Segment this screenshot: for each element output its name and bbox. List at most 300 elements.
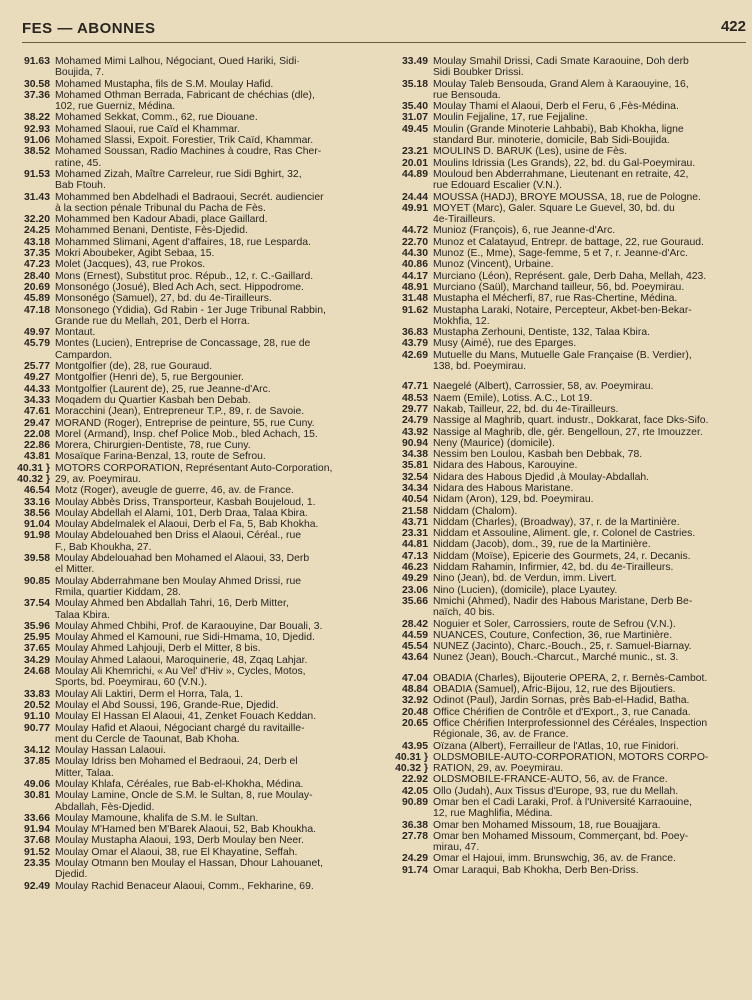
subscriber-listing: Murciano (Léon), Représent. gale, Derb Daha, Mellah, 423. bbox=[433, 270, 707, 282]
phone-number: 48.53 bbox=[401, 392, 428, 404]
subscriber-listing: Moulay Mamoune, khalifa de S.M. le Sultan. bbox=[55, 812, 259, 824]
phone-number: 37.68 bbox=[23, 835, 50, 847]
phone-number: 91.04 bbox=[23, 519, 50, 531]
phone-number: 48.91 bbox=[401, 281, 428, 293]
subscriber-listing: Mustapha Laraki, Notaire, Percepteur, Akbet-ben-Bekar- Mokhfia, 12. bbox=[433, 304, 692, 327]
directory-entry bbox=[388, 158, 752, 169]
directory-entry bbox=[8, 497, 380, 508]
subscriber-listing: Mohamed Sekkat, Comm., 62, rue Diouane. bbox=[55, 112, 258, 124]
phone-number: 22.92 bbox=[401, 774, 428, 786]
directory-entry bbox=[8, 519, 380, 530]
phone-number: 30.81 bbox=[23, 790, 50, 802]
directory-entry bbox=[8, 508, 380, 519]
subscriber-listing: Mohammed ben Kadour Abadi, place Gaillard. bbox=[55, 214, 268, 226]
subscriber-listing: Oïzana (Albert), Ferrailleur de l'Atlas, 10, rue Finidori. bbox=[433, 740, 679, 752]
phone-number: 37.65 bbox=[23, 643, 50, 655]
directory-entry bbox=[388, 797, 752, 820]
phone-number: 35.96 bbox=[23, 620, 50, 632]
phone-number: 40.31 } bbox=[395, 751, 428, 763]
directory-entry bbox=[8, 56, 380, 79]
directory-entry bbox=[8, 124, 380, 135]
subscriber-listing: Mouloud ben Abderrahmane, Lieutenant en retraite, 42, rue Edouard Escalier (V.N.). bbox=[433, 168, 689, 192]
directory-entry bbox=[388, 112, 752, 123]
phone-number: 33.66 bbox=[23, 812, 50, 824]
directory-entry bbox=[388, 494, 752, 505]
phone-number: 44.72 bbox=[401, 225, 428, 237]
directory-entry bbox=[8, 835, 380, 846]
directory-entry bbox=[8, 858, 380, 881]
subscriber-listing: Moulay Ahmed ben Abdallah Tahri, 16, Derb Mitter, Talaa Kbira. bbox=[55, 598, 289, 621]
phone-number: 38.22 bbox=[23, 112, 50, 124]
directory-entry bbox=[388, 381, 752, 392]
phone-number: 27.78 bbox=[401, 830, 428, 842]
phone-number: 44.33 bbox=[23, 383, 50, 395]
subscriber-listing: RATION, 29, av. Poeymirau. bbox=[433, 763, 564, 775]
directory-entry bbox=[8, 440, 380, 451]
subscriber-listing: Nidara des Habous Djedid ,à Moulay-Abdallah. bbox=[433, 471, 650, 483]
phone-number: 32.54 bbox=[401, 471, 428, 483]
directory-entry bbox=[8, 790, 380, 813]
phone-number: 91.74 bbox=[401, 864, 428, 876]
phone-number: 40.32 } bbox=[17, 473, 50, 485]
directory-entry bbox=[8, 451, 380, 462]
phone-number: 90.94 bbox=[401, 437, 428, 449]
phone-number: 23.35 bbox=[23, 858, 50, 870]
directory-entry bbox=[388, 831, 752, 854]
subscriber-listing: Montgolfier (de), 28, rue Gouraud. bbox=[55, 361, 213, 373]
phone-number: 20.69 bbox=[23, 281, 50, 293]
phone-number: 40.86 bbox=[401, 259, 428, 271]
phone-number: 38.56 bbox=[23, 507, 50, 519]
phone-number: 46.54 bbox=[23, 485, 50, 497]
subscriber-listing: Montgolfier (Henri de), 5, rue Bergounier. bbox=[55, 372, 244, 384]
phone-number: 23.31 bbox=[401, 528, 428, 540]
directory-entry bbox=[388, 551, 752, 562]
directory-entry bbox=[388, 741, 752, 752]
directory-entry bbox=[388, 79, 752, 102]
subscriber-listing: Neny (Maurice) (domicile). bbox=[433, 437, 555, 449]
subscriber-listing: Mons (Ernest), Substitut proc. Répub., 12, r. C.-Gaillard. bbox=[55, 270, 314, 282]
subscriber-listing: Moulay Abdellah el Alami, 101, Derb Draa, Talaa Kbira. bbox=[55, 507, 308, 519]
subscriber-listing: Moulay Ali Khemrichi, « Au Vel' d'Hiv », Cycles, Motos, Sports, bd. Poeymirau, 60 (V.N.). bbox=[55, 666, 306, 689]
phone-number: 43.18 bbox=[23, 236, 50, 248]
phone-number: 31.43 bbox=[23, 191, 50, 203]
directory-entry bbox=[8, 655, 380, 666]
directory-entry bbox=[8, 112, 380, 123]
directory-entry bbox=[388, 259, 752, 270]
directory-entry bbox=[388, 192, 752, 203]
directory-entry bbox=[388, 483, 752, 494]
subscriber-listing: Moulay Taleb Bensouda, Grand Alem à Karaouyine, 16, rue Bensouda. bbox=[433, 78, 689, 101]
subscriber-listing: Moulay Abderrahmane ben Moulay Ahmed Drissi, rue Rmila, quartier Kiddam, 28. bbox=[55, 575, 302, 598]
directory-entry bbox=[388, 124, 752, 147]
subscriber-listing: Montes (Lucien), Entreprise de Concassage, 28, rue de Campardon. bbox=[55, 338, 311, 361]
subscriber-listing: Moulay Idriss ben Mohamed el Bedraoui, 24, Derb el Mitter, Talaa. bbox=[55, 756, 298, 779]
directory-entry bbox=[388, 146, 752, 157]
phone-number: 47.61 bbox=[23, 406, 50, 418]
phone-number: 35.40 bbox=[401, 101, 428, 113]
directory-entry bbox=[8, 214, 380, 225]
directory-entry bbox=[8, 666, 380, 689]
phone-number: 49.06 bbox=[23, 779, 50, 790]
subscriber-listing: NUANCES, Couture, Confection, 36, rue Martinière. bbox=[433, 629, 673, 641]
subscriber-listing: Noguier et Soler, Carrossiers, route de Sefrou (V.N.). bbox=[433, 618, 676, 630]
phone-number: 22.70 bbox=[401, 236, 428, 248]
subscriber-listing: Omar ben el Cadi Laraki, Prof. à l'Université Karraouine, 12, rue Maghlifia, Médina. bbox=[433, 797, 692, 820]
directory-entry bbox=[388, 652, 752, 663]
subscriber-listing: Nmichi (Ahmed), Nadir des Habous Maristane, Derb Be- naïch, 40 bis. bbox=[433, 595, 693, 619]
subscriber-listing: Montaut. bbox=[55, 327, 96, 339]
subscriber-listing: Nassige al Maghrib, dle, gér. Bengelloun, 27, rte Imouzzer. bbox=[433, 426, 703, 438]
phone-number: 34.33 bbox=[23, 394, 50, 406]
phone-number: 43.92 bbox=[401, 426, 428, 438]
directory-entry bbox=[388, 338, 752, 349]
directory-entry bbox=[8, 90, 380, 113]
page-title: FES — ABONNES bbox=[22, 20, 156, 37]
directory-entry bbox=[388, 596, 752, 619]
subscriber-listing: Omar ben Mohamed Missoum, 18, rue Bouajjara. bbox=[433, 819, 661, 831]
subscriber-listing: Nakab, Tailleur, 22, bd. du 4e-Tirailleurs. bbox=[433, 403, 619, 415]
directory-entry bbox=[388, 438, 752, 449]
directory-entry bbox=[8, 598, 380, 621]
directory-entry bbox=[388, 853, 752, 864]
phone-number: 37.85 bbox=[23, 756, 50, 768]
phone-number: 34.29 bbox=[23, 654, 50, 666]
directory-entry bbox=[8, 225, 380, 236]
subscriber-listing: Moulay Abdelouahad ben Mohamed el Alaoui, 33, Derb el Mitter. bbox=[55, 553, 310, 576]
phone-number: 22.08 bbox=[23, 428, 50, 440]
directory-entry bbox=[8, 576, 380, 599]
directory-entry bbox=[388, 271, 752, 282]
phone-number: 24.29 bbox=[401, 853, 428, 865]
phone-number: 40.32 } bbox=[395, 763, 428, 775]
subscriber-listing: Morera, Chirurgien-Dentiste, 78, rue Cuny. bbox=[55, 440, 251, 452]
subscriber-listing: MORAND (Roger), Entreprise de peinture, 55, rue Cuny. bbox=[55, 417, 315, 429]
phone-number: 33.16 bbox=[23, 496, 50, 508]
phone-number: 25.95 bbox=[23, 632, 50, 644]
phone-number: 49.27 bbox=[23, 372, 50, 384]
subscriber-listing: Nassige al Maghrib, quart. industr., Dokkarat, face Dks-Sifo. bbox=[433, 415, 709, 427]
phone-number: 37.54 bbox=[23, 598, 50, 610]
subscriber-listing: Moulay Ali Laktiri, Derm el Horra, Tala, 1. bbox=[55, 688, 244, 700]
phone-number: 45.54 bbox=[401, 641, 428, 653]
directory-entry bbox=[388, 718, 752, 741]
subscriber-listing: Mohamed Mustapha, fils de S.M. Moulay Hafid. bbox=[55, 78, 274, 90]
directory-entry bbox=[8, 169, 380, 192]
phone-number: 92.93 bbox=[23, 123, 50, 135]
directory-entry bbox=[8, 756, 380, 779]
phone-number: 39.58 bbox=[23, 553, 50, 565]
subscriber-listing: Ollo (Judah), Aux Tissus d'Europe, 93, rue du Mellah. bbox=[433, 785, 679, 797]
directory-entry bbox=[388, 393, 752, 404]
subscriber-listing: Nidara des Habous Maristane. bbox=[433, 482, 574, 494]
phone-number: 47.23 bbox=[23, 259, 50, 271]
phone-number: 24.44 bbox=[401, 191, 428, 203]
directory-entry bbox=[388, 517, 752, 528]
phone-number: 31.07 bbox=[401, 112, 428, 124]
subscriber-listing: Moulay Ahmed Lalaoui, Maroquinerie, 48, Zqaq Lahjar. bbox=[55, 654, 308, 666]
subscriber-listing: Moulin (Grande Minoterie Lahbabi), Bab Khokha, ligne standard Bur. minoterie, domicile, Bab Sidi-Boujida. bbox=[433, 123, 684, 147]
directory-entry bbox=[8, 146, 380, 169]
phone-number: 22.86 bbox=[23, 440, 50, 452]
directory-entry bbox=[388, 786, 752, 797]
phone-number: 49.91 bbox=[401, 202, 428, 214]
subscriber-listing: Mohamed Othman Berrada, Fabricant de chéchias (dle), 102, rue Guerniz, Médina. bbox=[55, 89, 315, 113]
directory-entry bbox=[388, 282, 752, 293]
phone-number: 44.30 bbox=[401, 248, 428, 260]
phone-number: 43.95 bbox=[401, 740, 428, 752]
directory-entry bbox=[388, 684, 752, 695]
subscriber-listing: Mohammed Benani, Dentiste, Fès-Djedid. bbox=[55, 225, 248, 237]
subscriber-listing: Monsonégo (Josué), Bled Ach Ach, sect. Hippodrome. bbox=[55, 281, 304, 293]
directory-entry bbox=[388, 293, 752, 304]
directory-entry bbox=[8, 429, 380, 440]
directory-entry bbox=[8, 327, 380, 338]
section-gap bbox=[388, 372, 752, 381]
subscriber-listing: Munoz (Vincent), Urbaine. bbox=[433, 259, 554, 271]
directory-entry bbox=[388, 327, 752, 338]
subscriber-listing: Moulay Khlafa, Céréales, rue Bab-el-Khokha, Médina. bbox=[55, 779, 304, 790]
subscriber-listing: 29, av. Poeymirau. bbox=[55, 473, 141, 485]
directory-entry bbox=[8, 79, 380, 90]
directory-entry bbox=[388, 865, 752, 876]
directory-entry bbox=[388, 673, 752, 684]
phone-number: 91.62 bbox=[401, 304, 428, 316]
directory-entry bbox=[388, 619, 752, 630]
directory-entry bbox=[8, 237, 380, 248]
directory-entry bbox=[388, 225, 752, 236]
directory-entry bbox=[8, 621, 380, 632]
subscriber-listing: Moulay M'Hamed ben M'Barek Alaoui, 52, Bab Khoukha. bbox=[55, 824, 316, 836]
directory-entry bbox=[8, 700, 380, 711]
subscriber-listing: MOULINS D. BARUK (Les), usine de Fès. bbox=[433, 146, 628, 158]
phone-number: 35.66 bbox=[401, 595, 428, 607]
subscriber-listing: OBADIA (Samuel), Afric-Bijou, 12, rue des Bijoutiers. bbox=[433, 684, 676, 696]
directory-entry bbox=[8, 847, 380, 858]
phone-number: 44.17 bbox=[401, 270, 428, 282]
subscriber-listing: Office Chérifien de Contrôle et d'Export., 3, rue Canada. bbox=[433, 706, 691, 718]
page-number: 422 bbox=[720, 18, 746, 35]
subscriber-listing: Niddam (Charles), (Broadway), 37, r. de la Martinière. bbox=[433, 516, 680, 528]
subscriber-listing: OBADIA (Charles), Bijouterie OPERA, 2, r. Bernès-Cambot. bbox=[433, 672, 708, 684]
directory-entry bbox=[8, 824, 380, 835]
subscriber-listing: Moulay Ahmed el Kamouni, rue Sidi-Hmama, 10, Djedid. bbox=[55, 632, 315, 644]
phone-number: 91.53 bbox=[23, 168, 50, 180]
subscriber-listing: Moulin Fejjaline, 17, rue Fejjaline. bbox=[433, 112, 588, 124]
directory-entry bbox=[8, 779, 380, 790]
directory-entry bbox=[8, 474, 380, 485]
subscriber-listing: Motz (Roger), aveugle de guerre, 46, av. de France. bbox=[55, 485, 294, 497]
directory-entry bbox=[8, 248, 380, 259]
subscriber-listing: Mokri Aboubeker, Agibt Sebaa, 15. bbox=[55, 248, 215, 260]
subscriber-listing: Mohammed Slimani, Agent d'affaires, 18, rue Lesparda. bbox=[55, 236, 311, 248]
phone-number: 25.77 bbox=[23, 361, 50, 373]
phone-number: 90.85 bbox=[23, 575, 50, 587]
subscriber-listing: Omar el Hajoui, imm. Brunswchig, 36, av. de France. bbox=[433, 853, 676, 865]
phone-number: 49.29 bbox=[401, 573, 428, 585]
directory-entry bbox=[388, 404, 752, 415]
subscriber-listing: Niddam (Chalom). bbox=[433, 505, 518, 517]
phone-number: 23.06 bbox=[401, 584, 428, 596]
directory-entry bbox=[388, 820, 752, 831]
directory-entry bbox=[388, 237, 752, 248]
phone-number: 37.35 bbox=[23, 248, 50, 260]
left-column bbox=[8, 56, 380, 892]
phone-number: 33.49 bbox=[401, 56, 428, 67]
phone-number: 46.23 bbox=[401, 562, 428, 574]
subscriber-listing: Nino (Lucien), (domicile), place Lyautey. bbox=[433, 584, 618, 596]
directory-entry bbox=[8, 293, 380, 304]
subscriber-listing: Mohamed Slaoui, rue Caïd el Khammar. bbox=[55, 123, 240, 135]
phone-number: 47.18 bbox=[23, 304, 50, 316]
phone-number: 20.65 bbox=[401, 717, 428, 729]
section-gap bbox=[388, 664, 752, 673]
phone-number: 32.20 bbox=[23, 214, 50, 226]
phone-number: 38.52 bbox=[23, 146, 50, 158]
directory-entry bbox=[8, 463, 380, 474]
phone-number: 92.49 bbox=[23, 880, 50, 892]
phone-number: 20.01 bbox=[401, 157, 428, 169]
directory-entry bbox=[8, 689, 380, 700]
directory-entry bbox=[388, 528, 752, 539]
directory-entry bbox=[8, 259, 380, 270]
phone-number: 28.40 bbox=[23, 270, 50, 282]
directory-entry bbox=[8, 632, 380, 643]
directory-entry bbox=[388, 460, 752, 471]
phone-number: 24.68 bbox=[23, 666, 50, 678]
subscriber-listing: Moulay Lamine, Oncle de S.M. le Sultan, 8, rue Moulay- Abdallah, Fès-Djedid. bbox=[55, 790, 313, 813]
subscriber-listing: Moulay el Abd Soussi, 196, Grande-Rue, Djedid. bbox=[55, 699, 279, 711]
phone-number: 40.54 bbox=[401, 494, 428, 506]
directory-entry bbox=[388, 630, 752, 641]
directory-entry bbox=[8, 192, 380, 215]
phone-number: 28.42 bbox=[401, 618, 428, 630]
phone-number: 42.69 bbox=[401, 349, 428, 361]
phone-number: 47.13 bbox=[401, 550, 428, 562]
subscriber-listing: Monsonego (Ydidia), Gd Rabin - 1er Juge Tribunal Rabbin, Grande rue du Mellah, 201, Derb el Horra. bbox=[55, 304, 326, 327]
subscriber-listing: Moulay Thami el Alaoui, Derb el Feru, 6 ,Fès-Médina. bbox=[433, 101, 679, 113]
subscriber-listing: Murciano (Saül), Marchand tailleur, 56, bd. Poeymirau. bbox=[433, 281, 685, 293]
subscriber-listing: Munioz (François), 6, rue Jeanne-d'Arc. bbox=[433, 225, 616, 237]
directory-entry bbox=[8, 282, 380, 293]
directory-entry bbox=[8, 711, 380, 722]
subscriber-listing: OLDSMOBILE-AUTO-CORPORATION, MOTORS CORPO- bbox=[433, 751, 709, 763]
phone-number: 91.10 bbox=[23, 711, 50, 723]
subscriber-listing: Moulay Rachid Benaceur Alaoui, Comm., Fekharine, 69. bbox=[55, 880, 314, 892]
directory-entry bbox=[388, 752, 752, 763]
phone-number: 44.81 bbox=[401, 539, 428, 551]
phone-number: 43.79 bbox=[401, 338, 428, 350]
directory-entry bbox=[388, 101, 752, 112]
directory-entry bbox=[8, 384, 380, 395]
subscriber-listing: Nidara des Habous, Karouyine. bbox=[433, 460, 578, 472]
subscriber-listing: Niddam Rahamin, Infirmier, 42, bd. du 4e-Tirailleurs. bbox=[433, 562, 674, 574]
directory-entry bbox=[388, 203, 752, 226]
phone-number: 45.79 bbox=[23, 338, 50, 350]
subscriber-listing: Moulay Abdelmalek el Alaoui, Derb el Fa, 5, Bab Khokha. bbox=[55, 519, 319, 531]
directory-entry bbox=[388, 169, 752, 192]
subscriber-listing: Omar ben Mohamed Missoum, Commerçant, bd. Poey- mirau, 47. bbox=[433, 830, 689, 854]
phone-number: 43.71 bbox=[401, 516, 428, 528]
subscriber-listing: Mohamed Mimi Lalhou, Négociant, Oued Hariki, Sidi· Boujida, 7. bbox=[55, 56, 300, 79]
directory-entry bbox=[388, 472, 752, 483]
subscriber-listing: Montgolfier (Laurent de), 25, rue Jeanne-d'Arc. bbox=[55, 383, 271, 395]
subscriber-listing: Niddam (Moïse), Epicerie des Gourmets, 24, r. Decanis. bbox=[433, 550, 691, 562]
subscriber-listing: Molet (Jacques), 43, rue Prokos. bbox=[55, 259, 206, 271]
phone-number: 20.52 bbox=[23, 699, 50, 711]
subscriber-listing: NUNEZ (Jacinto), Charc.-Bouch., 25, r. Samuel-Biarnay. bbox=[433, 641, 692, 653]
directory-entry bbox=[8, 406, 380, 417]
phone-number: 40.31 } bbox=[17, 462, 50, 474]
subscriber-listing: OLDSMOBILE-FRANCE-AUTO, 56, av. de France. bbox=[433, 774, 668, 786]
phone-number: 91.94 bbox=[23, 824, 50, 836]
subscriber-listing: Nessim ben Loulou, Kasbah ben Debbak, 78. bbox=[433, 449, 643, 461]
subscriber-listing: Omar Laraqui, Bab Khokha, Derb Ben-Driss. bbox=[433, 864, 639, 876]
subscriber-listing: Moracchini (Jean), Entrepreneur T.P., 89, r. de Savoie. bbox=[55, 406, 305, 418]
phone-number: 90.89 bbox=[401, 797, 428, 808]
phone-number: 35.18 bbox=[401, 78, 428, 90]
directory-entry bbox=[388, 763, 752, 774]
subscriber-listing: Monsonégo (Samuel), 27, bd. du 4e-Tirailleurs. bbox=[55, 293, 272, 305]
subscriber-listing: Niddam (Jacob), dom., 39, rue de la Martinière. bbox=[433, 539, 651, 551]
phone-number: 21.58 bbox=[401, 505, 428, 517]
subscriber-listing: Moulay Hassan Lalaoui. bbox=[55, 745, 166, 757]
phone-number: 37.36 bbox=[23, 89, 50, 101]
directory-entry bbox=[8, 723, 380, 746]
subscriber-listing: Munoz (E., Mme), Sage-femme, 5 et 7, r. Jeanne-d'Arc. bbox=[433, 248, 688, 260]
directory-entry bbox=[388, 56, 752, 79]
directory-entry bbox=[388, 707, 752, 718]
phone-number: 24.79 bbox=[401, 415, 428, 427]
directory-entry bbox=[388, 539, 752, 550]
directory-entry bbox=[8, 881, 380, 892]
phone-number: 43.81 bbox=[23, 451, 50, 463]
directory-entry bbox=[388, 415, 752, 426]
directory-entry bbox=[388, 350, 752, 373]
directory-entry bbox=[388, 248, 752, 259]
subscriber-listing: MOTORS CORPORATION, Représentant Auto-Corporation, bbox=[55, 462, 333, 474]
directory-entry bbox=[388, 449, 752, 460]
phone-number: 47.04 bbox=[401, 672, 428, 684]
subscriber-listing: Moulay Otmann ben Moulay el Hassan, Dhour Lahouanet, Djedid. bbox=[55, 858, 324, 881]
phone-number: 91.98 bbox=[23, 530, 50, 542]
subscriber-listing: Mutuelle du Mans, Mutuelle Gale Française (B. Verdier), 138, bd. Poeymirau. bbox=[433, 349, 692, 373]
subscriber-listing: Naem (Emile), Lotiss. A.C., Lot 19. bbox=[433, 392, 593, 404]
phone-number: 91.63 bbox=[23, 56, 50, 67]
directory-entry bbox=[388, 305, 752, 328]
directory-entry bbox=[8, 395, 380, 406]
directory-entry bbox=[8, 643, 380, 654]
directory-entry bbox=[8, 485, 380, 496]
subscriber-listing: MOYET (Marc), Galer. Square Le Guevel, 30, bd. du 4e-Tirailleurs. bbox=[433, 202, 675, 226]
subscriber-listing: Moulay El Hassan El Alaoui, 41, Zenket Fouach Keddan. bbox=[55, 711, 317, 723]
phone-number: 32.92 bbox=[401, 695, 428, 707]
phone-number: 23.21 bbox=[401, 146, 428, 158]
phone-number: 42.05 bbox=[401, 785, 428, 797]
directory-entry bbox=[388, 774, 752, 785]
directory-entry bbox=[8, 305, 380, 328]
subscriber-listing: Moqadem du Quartier Kasbah ben Debab. bbox=[55, 394, 251, 406]
directory-entry bbox=[388, 573, 752, 584]
phone-number: 91.06 bbox=[23, 135, 50, 147]
directory-entry bbox=[8, 135, 380, 146]
subscriber-listing: Mohamed Soussan, Radio Machines à coudre, Ras Cher- ratine, 45. bbox=[55, 146, 322, 169]
phone-number: 36.38 bbox=[401, 819, 428, 831]
phone-number: 30.58 bbox=[23, 78, 50, 90]
directory-entry bbox=[8, 271, 380, 282]
phone-number: 29.47 bbox=[23, 417, 50, 429]
phone-number: 34.34 bbox=[401, 482, 428, 494]
